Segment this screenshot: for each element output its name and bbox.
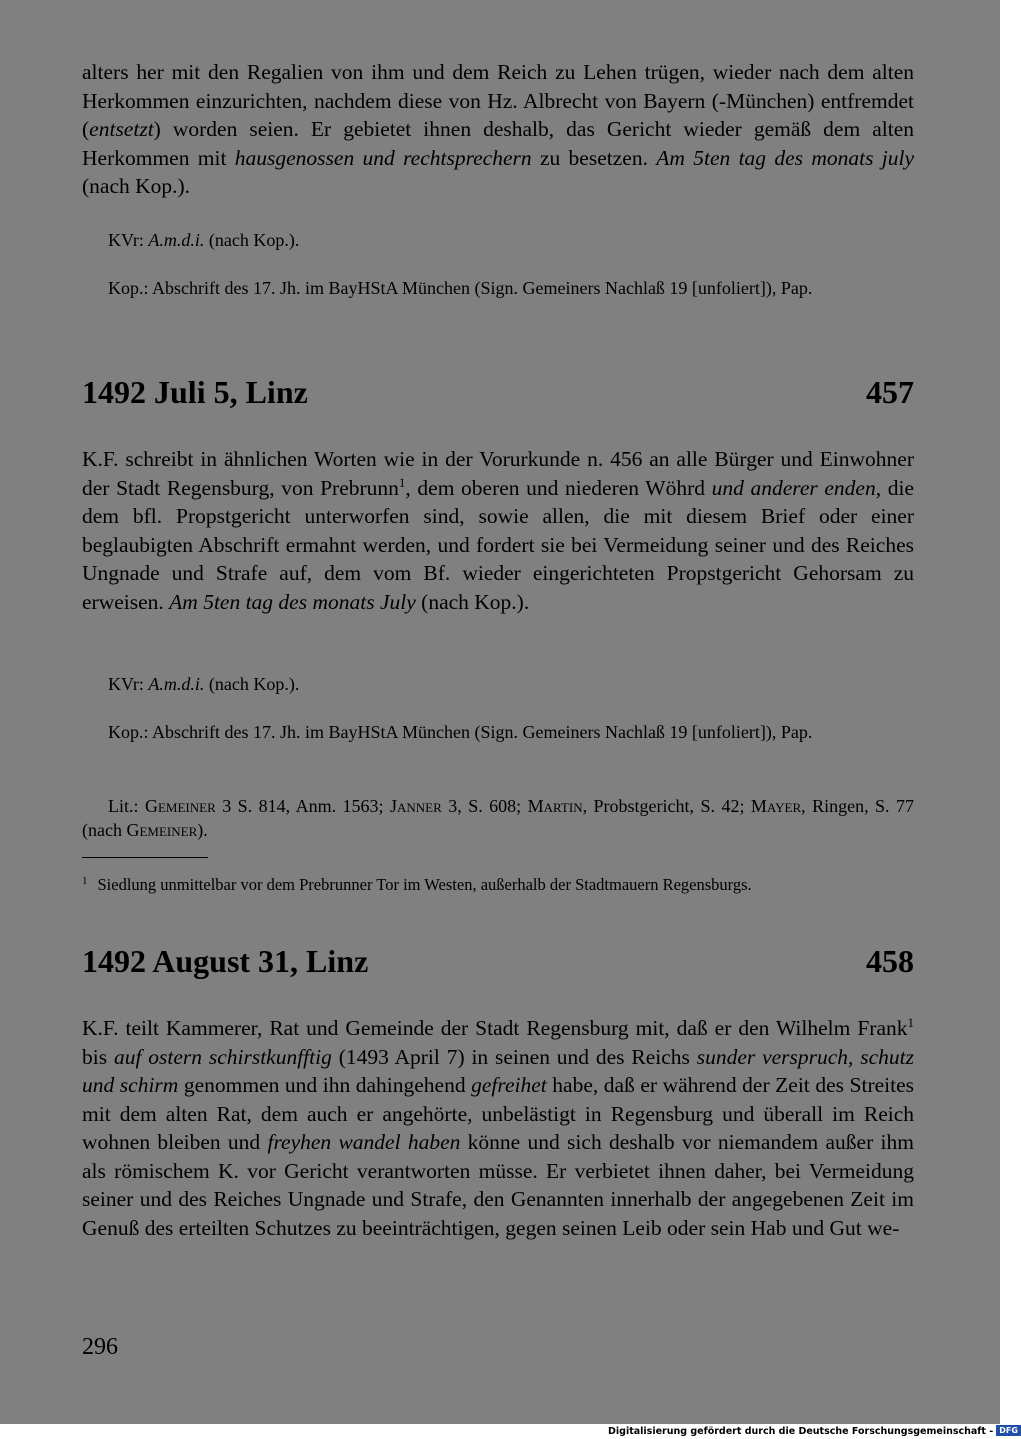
regest-italic: auf ostern schirstkunfftig — [113, 1044, 332, 1069]
regest-text: bis — [82, 1044, 114, 1069]
regest-italic: sunder verspruch, schutz und schirm — [82, 1044, 915, 1097]
lit-ref: 3 S. 814, Anm. 1563; — [215, 796, 391, 816]
entry-date-place: 1492 August 31, Linz — [82, 943, 369, 979]
kop-text: Kop.: Abschrift des 17. Jh. im BayHStA München (Sign. Gemeiners Nachlaß 19 [unfoliert]), Pap. — [108, 722, 813, 742]
intro-kvr — [82, 228, 914, 252]
entry-457-kvr — [82, 672, 914, 696]
entry-458-regest — [82, 1014, 914, 1242]
funding-footer — [608, 1425, 1018, 1438]
lit-author: Gemeiner — [144, 796, 216, 816]
regest-text: , die dem bfl. Propstgericht unterworfen sind, sowie allen, die mit diesem Brief oder einer beglaubigten Abschrift ermahnt werden, und fordert sie bei Vermeidung seiner und des Reiches Ungnade und Strafe auf, dem vom Bf. wieder eingerichteten Propstgericht Gehorsam zu erweisen. — [82, 475, 914, 614]
regest-text: genommen und ihn dahingehend — [178, 1073, 472, 1097]
lit-label: Lit.: — [108, 796, 145, 816]
regest-text: (1493 April 7) in seinen und des Reichs — [331, 1044, 697, 1069]
entry-457-kop — [82, 720, 914, 744]
kvr-abbrev: A.m.d.i. — [148, 230, 205, 250]
lit-ref: , Probstgericht, S. 42; — [582, 796, 751, 816]
entry-date-place: 1492 Juli 5, Linz — [82, 374, 308, 410]
regest-italic: gefreihet — [471, 1073, 547, 1097]
regest-italic: freyhen wandel haben — [267, 1130, 461, 1154]
intro-italic: hausgenossen und rechtsprechern — [234, 145, 532, 170]
funding-text: Digitalisierung gefördert durch die Deutsche Forschungsgemeinschaft - — [608, 1426, 994, 1437]
footnote-text: Siedlung unmittelbar vor dem Prebrunner Tor im Westen, außerhalb der Stadtmauern Regensburgs. — [97, 875, 752, 894]
lit-author: Janner — [390, 796, 442, 816]
footnote-divider — [82, 857, 208, 858]
footnote — [82, 874, 914, 896]
regest-text: (nach Kop.). — [415, 589, 530, 614]
lit-author: Martin — [527, 796, 583, 816]
regest-italic: Am 5ten tag des monats July — [169, 589, 416, 614]
entry-457-literature — [82, 794, 914, 842]
kop-text: Kop.: Abschrift des 17. Jh. im BayHStA München (Sign. Gemeiners Nachlaß 19 [unfoliert]), Pap. — [108, 278, 813, 298]
lit-author: Mayer — [750, 796, 802, 816]
intro-text: alters her mit den Regalien von ihm und dem Reich zu Lehen trügen, wieder nach dem alten Herkommen einzurichten, nachdem diese von Hz. Albrecht von Bayern (-München) entfremdet ( — [82, 60, 914, 141]
regest-italic: und anderer enden — [711, 475, 876, 500]
entry-457-regest — [82, 445, 914, 616]
kvr-label: KVr: — [108, 230, 149, 250]
entry-number: 457 — [866, 374, 914, 410]
intro-text: (nach Kop.). — [82, 174, 191, 198]
intro-italic: Am 5ten tag des monats july — [656, 145, 914, 170]
intro-paragraph — [82, 58, 914, 201]
kvr-abbrev: A.m.d.i. — [148, 674, 205, 694]
lit-ref: ). — [197, 820, 208, 840]
intro-text: zu besetzen. — [531, 145, 657, 170]
footnote-number: 1 — [82, 874, 88, 887]
footnote-ref: 1 — [907, 1014, 914, 1030]
regest-text: , dem oberen und niederen Wöhrd — [405, 475, 712, 500]
entry-458-heading — [82, 943, 914, 979]
regest-text: K.F. schreibt in ähnlichen Worten wie in der Vorurkunde n. 456 an alle Bürger und Einwohner der Stadt Regensburg, von Prebrunn — [82, 447, 914, 500]
regest-text: habe, daß er während der Zeit des Streites mit dem alten Rat, dem auch er angehörte, unbelästigt in Regensburg und überall im Reich wohnen bleiben und — [82, 1073, 915, 1154]
regest-text: K.F. teilt Kammerer, Rat und Gemeinde der Stadt Regensburg mit, daß er den Wilhelm Frank — [82, 1016, 908, 1040]
intro-kop — [82, 276, 914, 300]
page-number: 296 — [82, 1334, 118, 1360]
regest-text: könne und sich deshalb vor niemandem außer ihm als römischem K. vor Gericht verantworten müsse. Er verbietet ihnen daher, bei Vermeidung seiner und des Reiches Ungnade und Strafe, den Genannten innerhalb der angegebenen Zeit im Genuß des erteilten Schutzes zu beeinträchtigen, gegen seinen Leib oder sein Hab und Gut we- — [82, 1130, 914, 1240]
lit-author: Gemeiner — [126, 820, 198, 840]
lit-ref: , Ringen, S. 77 (nach — [82, 796, 915, 840]
kvr-rest: (nach Kop.). — [204, 674, 300, 694]
entry-457-heading — [82, 374, 914, 410]
entry-number: 458 — [866, 943, 914, 979]
kvr-label: KVr: — [108, 674, 149, 694]
kvr-rest: (nach Kop.). — [204, 230, 300, 250]
intro-italic: entsetzt — [89, 117, 154, 141]
lit-ref: 3, S. 608; — [441, 796, 528, 816]
dfg-logo: DFG — [996, 1425, 1021, 1436]
intro-text: ) worden seien. Er gebietet ihnen deshalb, das Gericht wieder gemäß dem alten Herkommen mit — [82, 117, 914, 170]
footnote-ref: 1 — [398, 474, 406, 490]
